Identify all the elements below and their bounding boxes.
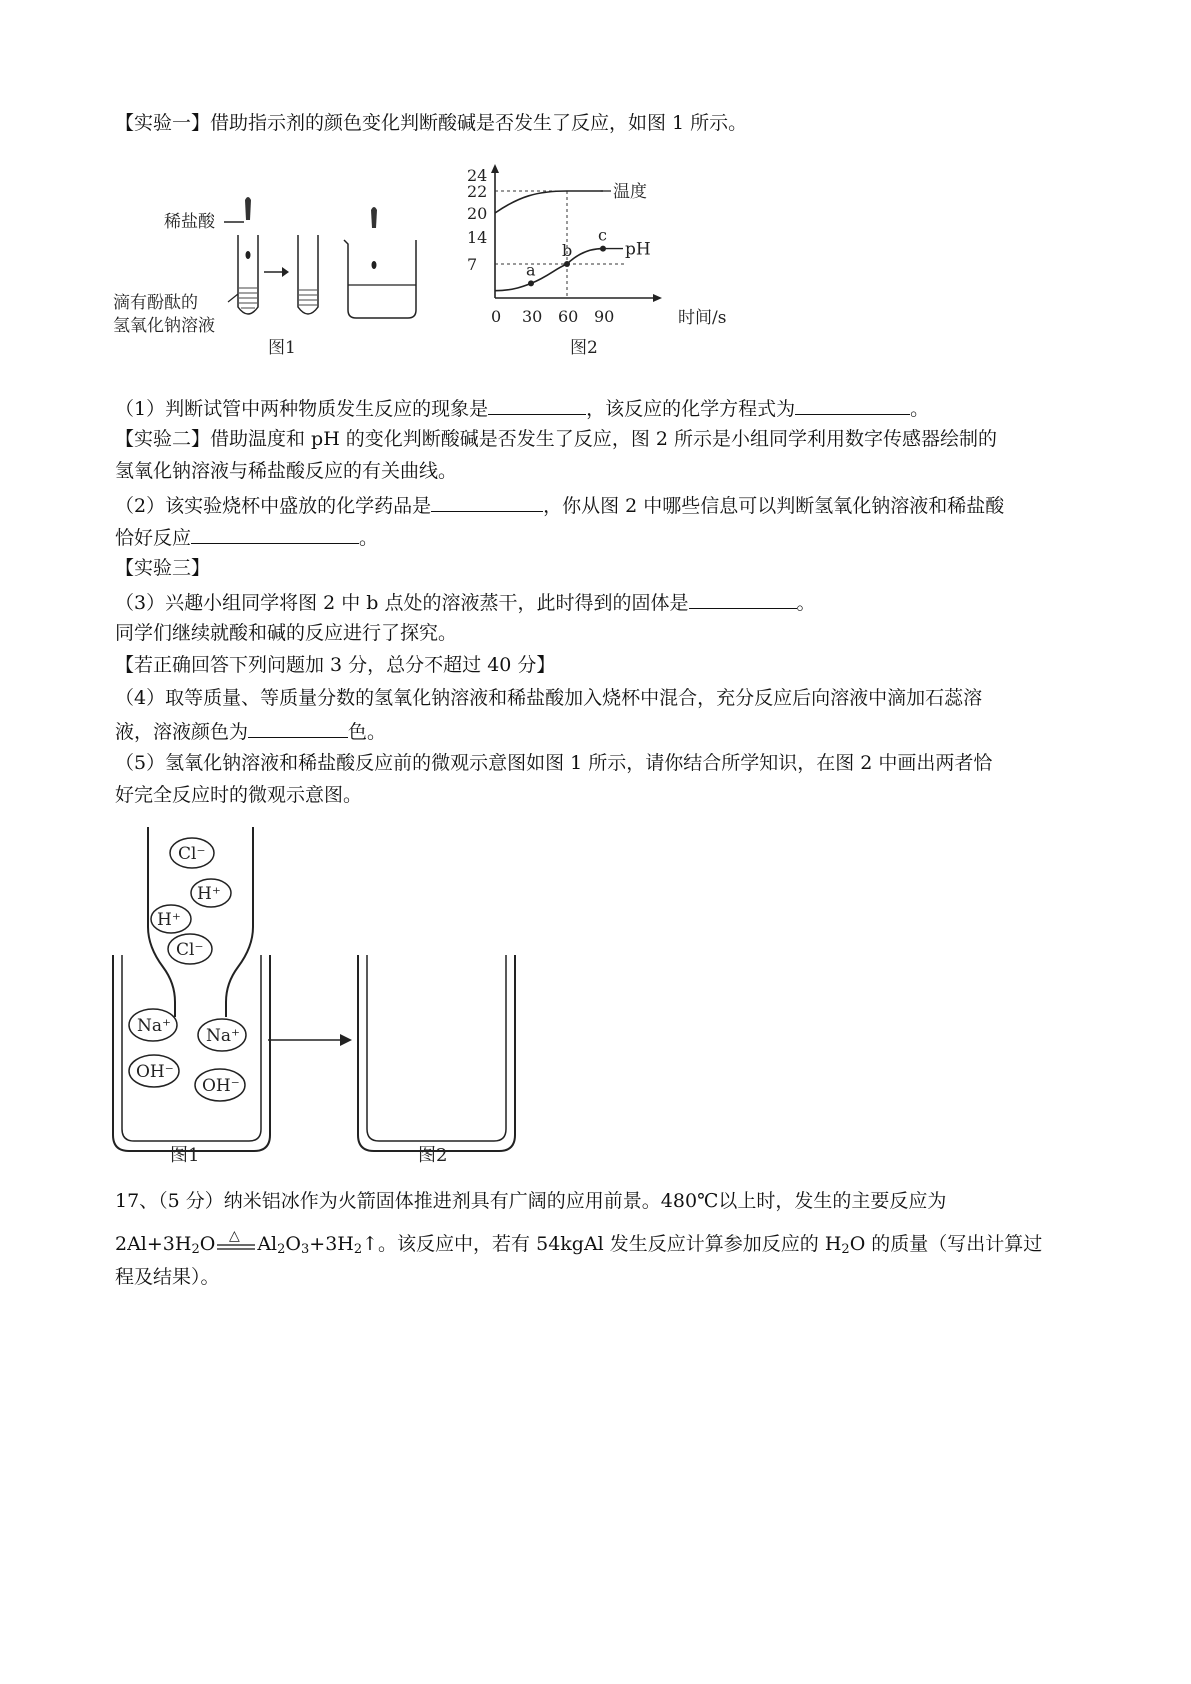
figure-2-chart: [467, 165, 750, 360]
q1-blank-phenomenon[interactable]: [488, 394, 586, 415]
liquid-hatching: [239, 288, 257, 308]
eq-sub: 2: [841, 1242, 850, 1257]
question-3: [115, 588, 816, 616]
experiment-two-line-1: 【实验二】借助温度和 pH 的变化判断酸碱是否发生了反应，图 2 所示是小组同学利用数字传感器绘制的: [115, 428, 997, 450]
figure-1-caption: 图1: [268, 338, 296, 358]
q3-text-2: 。: [796, 592, 816, 614]
y-tick-label: 24: [467, 166, 488, 185]
q1-text-3: 。: [910, 398, 930, 420]
beaker-2-icon: [358, 955, 515, 1151]
figure-1-apparatus: [108, 190, 438, 360]
arrowhead-icon: [340, 1034, 352, 1046]
q4-text-1: 液，溶液颜色为: [115, 721, 249, 743]
test-tube-icon: [298, 235, 318, 314]
question-2-line-2: [115, 523, 378, 551]
eq-sub: 3: [301, 1242, 310, 1257]
beaker-1-inner: [122, 955, 261, 1141]
micro-caption-2: 图2: [418, 1145, 448, 1166]
beaker-icon: [344, 240, 416, 318]
continue-text: 同学们继续就酸和碱的反应进行了探究。: [115, 622, 458, 644]
q1-text-1: （1）判断试管中两种物质发生反应的现象是: [115, 398, 489, 420]
eq-sub: 2: [277, 1242, 286, 1257]
question-5-line-2: 好完全反应时的微观示意图。: [115, 784, 363, 806]
eq-right: [257, 1233, 1042, 1255]
drop-icon: [372, 261, 377, 269]
q2-text-1: （2）该实验烧杯中盛放的化学药品是: [115, 495, 432, 517]
ion-na-label: Na⁺: [206, 1026, 240, 1046]
label-dilute-hcl: 稀盐酸: [164, 212, 215, 232]
eq-text: +3H: [309, 1233, 354, 1255]
series-temperature-line: [495, 191, 603, 213]
ion-na-label: Na⁺: [137, 1016, 171, 1036]
ion-oh-label: OH⁻: [136, 1062, 174, 1082]
q2-text-3: 恰好反应: [115, 527, 192, 549]
leader-line: [228, 294, 238, 302]
q1-text-2: ，该反应的化学方程式为: [586, 398, 796, 420]
point-a-label: a: [526, 260, 536, 280]
question-17-line-3: 程及结果）。: [115, 1266, 220, 1288]
point-b-label: b: [562, 241, 573, 260]
eq-text: ↑。该反应中，若有 54kgAl 发生反应计算参加反应的 H: [362, 1233, 842, 1255]
q2-text-4: 。: [359, 527, 379, 549]
question-17-line-1: 17、（5 分）纳米铝冰作为火箭固体推进剂具有广阔的应用前景。480℃以上时，发生的主要反应为: [115, 1190, 947, 1212]
eq-text: O: [285, 1233, 301, 1255]
series-ph-label: pH: [625, 239, 651, 260]
eq-sub: 2: [353, 1242, 363, 1257]
figure-2-caption: 图2: [570, 338, 598, 358]
dropper-icon: [245, 197, 251, 220]
point-c-marker: [600, 246, 606, 252]
ion-cl-label: Cl⁻: [178, 844, 206, 864]
liquid-hatching: [299, 290, 317, 305]
ion-cl-label: Cl⁻: [176, 940, 204, 960]
q4-text-2: 色。: [348, 721, 387, 743]
y-tick-label: 20: [467, 204, 488, 223]
y-tick-label: 7: [467, 255, 478, 274]
q2-blank-chemical[interactable]: [431, 491, 543, 512]
eq-text: O: [199, 1233, 216, 1255]
eq-text: 2Al+3H: [115, 1233, 192, 1255]
question-4-line-1: （4）取等质量、等质量分数的氢氧化钠溶液和稀盐酸加入烧杯中混合，充分反应后向溶液中滴加石蕊溶: [115, 687, 983, 709]
x-tick-label: 90: [594, 307, 615, 326]
experiment-one-heading: 【实验一】借助指示剂的颜色变化判断酸碱是否发生了反应，如图 1 所示。: [115, 112, 748, 134]
y-axis-arrow: [491, 164, 499, 173]
x-axis-label: 时间/s: [678, 308, 727, 328]
label-phenolphthalein-naoh-2: 氢氧化钠溶液: [113, 316, 215, 336]
ion-oh-label: OH⁻: [202, 1076, 240, 1096]
ion-h-label: H⁺: [157, 910, 181, 930]
question-4-line-2: [115, 717, 386, 745]
x-tick-label: 60: [558, 307, 579, 326]
q2-blank-evidence[interactable]: [191, 523, 359, 544]
chart-lines: [495, 182, 651, 291]
micro-caption-1: 图1: [170, 1145, 200, 1166]
ion-h-label: H⁺: [197, 884, 221, 904]
drop-icon: [246, 251, 251, 259]
x-tick-label: 30: [522, 307, 543, 326]
arrowhead-icon: [282, 267, 289, 277]
q1-blank-equation[interactable]: [795, 394, 910, 415]
q2-text-2: ，你从图 2 中哪些信息可以判断氢氧化钠溶液和稀盐酸: [543, 495, 1005, 517]
point-a-marker: [528, 280, 534, 286]
delta-symbol: △: [229, 1228, 241, 1244]
beaker-2-inner: [367, 955, 506, 1141]
heating-condition-sign: [215, 1228, 257, 1254]
micro-diagram: [108, 825, 568, 1170]
eq-text: Al: [257, 1233, 278, 1255]
series-temperature-label: 温度: [613, 182, 647, 202]
question-5-line-1: （5）氢氧化钠溶液和稀盐酸反应前的微观示意图如图 1 所示，请你结合所学知识，在图 2 中画出两者恰: [115, 752, 993, 774]
question-1: [115, 394, 929, 422]
bonus-heading: 【若正确回答下列问题加 3 分，总分不超过 40 分】: [115, 654, 556, 676]
eq-sub: 2: [191, 1242, 200, 1257]
y-tick-label: 22: [467, 182, 488, 201]
double-line-delta-icon: [215, 1228, 257, 1254]
eq-text: O 的质量（写出计算过: [849, 1233, 1043, 1255]
y-tick-label: 14: [467, 228, 488, 247]
test-tube-icon: [238, 235, 258, 314]
question-17-equation-line: [115, 1228, 1042, 1265]
experiment-three-heading: 【实验三】: [115, 557, 211, 579]
beaker-1-icon: [113, 955, 270, 1151]
q3-text-1: （3）兴趣小组同学将图 2 中 b 点处的溶液蒸干，此时得到的固体是: [115, 592, 689, 614]
x-tick-label: 0: [491, 307, 502, 326]
dropper-funnel-icon: [226, 827, 253, 1017]
question-2-line-1: [115, 491, 1004, 519]
experiment-two-line-2: 氢氧化钠溶液与稀盐酸反应的有关曲线。: [115, 460, 458, 482]
q3-blank-solid[interactable]: [689, 588, 797, 609]
point-b-marker: [564, 261, 570, 267]
label-phenolphthalein-naoh-1: 滴有酚酞的: [113, 293, 198, 313]
series-ph-line: [495, 249, 603, 291]
x-axis-arrow: [653, 294, 662, 302]
q4-blank-color[interactable]: [248, 717, 348, 738]
dropper-icon: [371, 207, 377, 228]
eq-left: [115, 1233, 215, 1255]
point-c-label: c: [598, 225, 607, 245]
